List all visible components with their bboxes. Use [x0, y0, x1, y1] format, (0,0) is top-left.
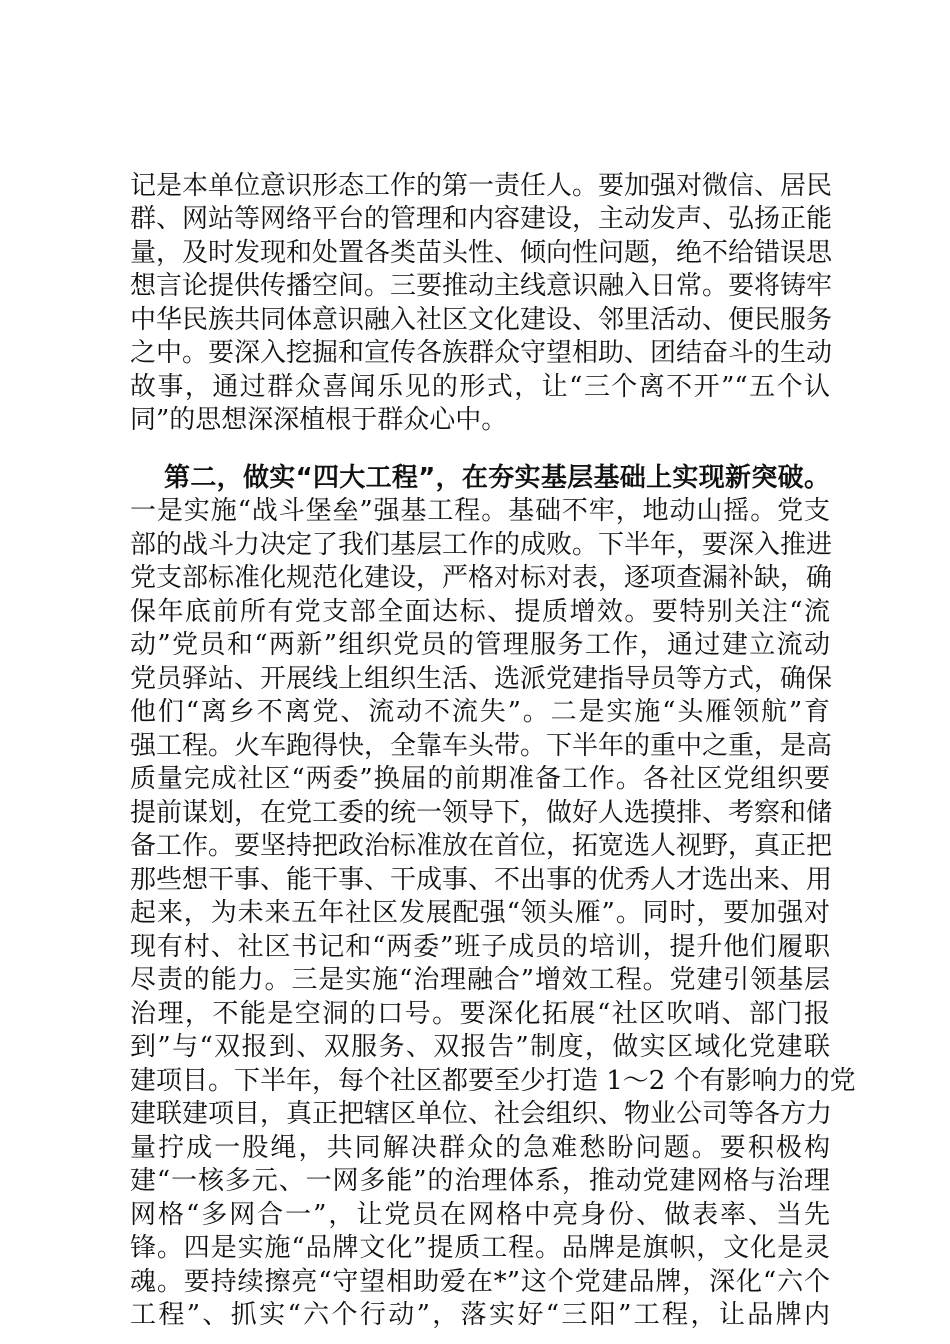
paragraph-2-line: 到”与“双报到、双服务、双报告”制度，做实区域化党建联	[130, 1032, 830, 1062]
paragraph-1-line: 量，及时发现和处置各类苗头性、倾向性问题，绝不给错误思	[130, 238, 833, 268]
paragraph-2-line: 魂。要持续擦亮“守望相助爱在*”这个党建品牌，深化“六个	[130, 1267, 830, 1297]
paragraph-2-line: 起来，为未来五年社区发展配强“领头雁”。同时，要加强对	[130, 898, 830, 928]
paragraph-2-line: 备工作。要坚持把政治标准放在首位，拓宽选人视野，真正把	[130, 831, 833, 861]
paragraph-2-line: 建项目。下半年，每个社区都要至少打造 1～2 个有影响力的党	[130, 1066, 856, 1096]
paragraph-2-line: 治理，不能是空洞的口号。要深化拓展“社区吹哨、部门报	[130, 999, 830, 1029]
paragraph-2-line: 那些想干事、能干事、干成事、不出事的优秀人才选出来、用	[130, 865, 833, 895]
paragraph-2-line: 建“一核多元、一网多能”的治理体系，推动党建网格与治理	[130, 1166, 830, 1196]
paragraph-1-line: 故事，通过群众喜闻乐见的形式，让“三个离不开”“五个认	[130, 372, 830, 402]
paragraph-2-line: 提前谋划，在党工委的统一领导下，做好人选摸排、考察和储	[130, 798, 833, 828]
paragraph-2-line: 强工程。火车跑得快，全靠车头带。下半年的重中之重，是高	[130, 731, 833, 761]
paragraph-2-line: 质量完成社区“两委”换届的前期准备工作。各社区党组织要	[130, 764, 830, 794]
paragraph-2-line: 现有村、社区书记和“两委”班子成员的培训，提升他们履职	[130, 932, 830, 962]
paragraph-1-line: 想言论提供传播空间。三要推动主线意识融入日常。要将铸牢	[130, 271, 833, 301]
paragraph-2-line: 建联建项目，真正把辖区单位、社会组织、物业公司等各方力	[130, 1099, 833, 1129]
paragraph-1-line: 同”的思想深深植根于群众心中。	[130, 405, 508, 435]
section-heading: 第二，做实“四大工程”，在夯实基层基础上实现新突破。	[164, 463, 830, 493]
paragraph-2-line: 尽责的能力。三是实施“治理融合”增效工程。党建引领基层	[130, 965, 830, 995]
paragraph-2-line: 动”党员和“两新”组织党员的管理服务工作，通过建立流动	[130, 630, 830, 660]
paragraph-1-line: 之中。要深入挖掘和宣传各族群众守望相助、团结奋斗的生动	[130, 338, 833, 368]
paragraph-2-line: 党员驿站、开展线上组织生活、选派党建指导员等方式，确保	[130, 664, 833, 694]
paragraph-1-line: 群、网站等网络平台的管理和内容建设，主动发声、弘扬正能	[130, 204, 833, 234]
paragraph-2-line: 量拧成一股绳，共同解决群众的急难愁盼问题。要积极构	[130, 1133, 830, 1163]
paragraph-2-line: 保年底前所有党支部全面达标、提质增效。要特别关注“流	[130, 597, 830, 627]
paragraph-1-line: 记是本单位意识形态工作的第一责任人。要加强对微信、居民	[130, 171, 833, 201]
paragraph-2-line: 工程”、抓实“六个行动”，落实好“三阳”工程，让品牌内	[130, 1300, 830, 1330]
paragraph-2-line: 部的战斗力决定了我们基层工作的成败。下半年，要深入推进	[130, 530, 833, 560]
paragraph-1-line: 中华民族共同体意识融入社区文化建设、邻里活动、便民服务	[130, 305, 833, 335]
paragraph-2-line: 锋。四是实施“品牌文化”提质工程。品牌是旗帜，文化是灵	[130, 1233, 830, 1263]
paragraph-2-line: 他们“离乡不离党、流动不流失”。二是实施“头雁领航”育	[130, 697, 830, 727]
paragraph-2-line: 一是实施“战斗堡垒”强基工程。基础不牢，地动山摇。党支	[130, 496, 830, 526]
paragraph-2-line: 党支部标准化规范化建设，严格对标对表，逐项查漏补缺，确	[130, 563, 833, 593]
paragraph-2-line: 网格“多网合一”，让党员在网格中亮身份、做表率、当先	[130, 1200, 830, 1230]
